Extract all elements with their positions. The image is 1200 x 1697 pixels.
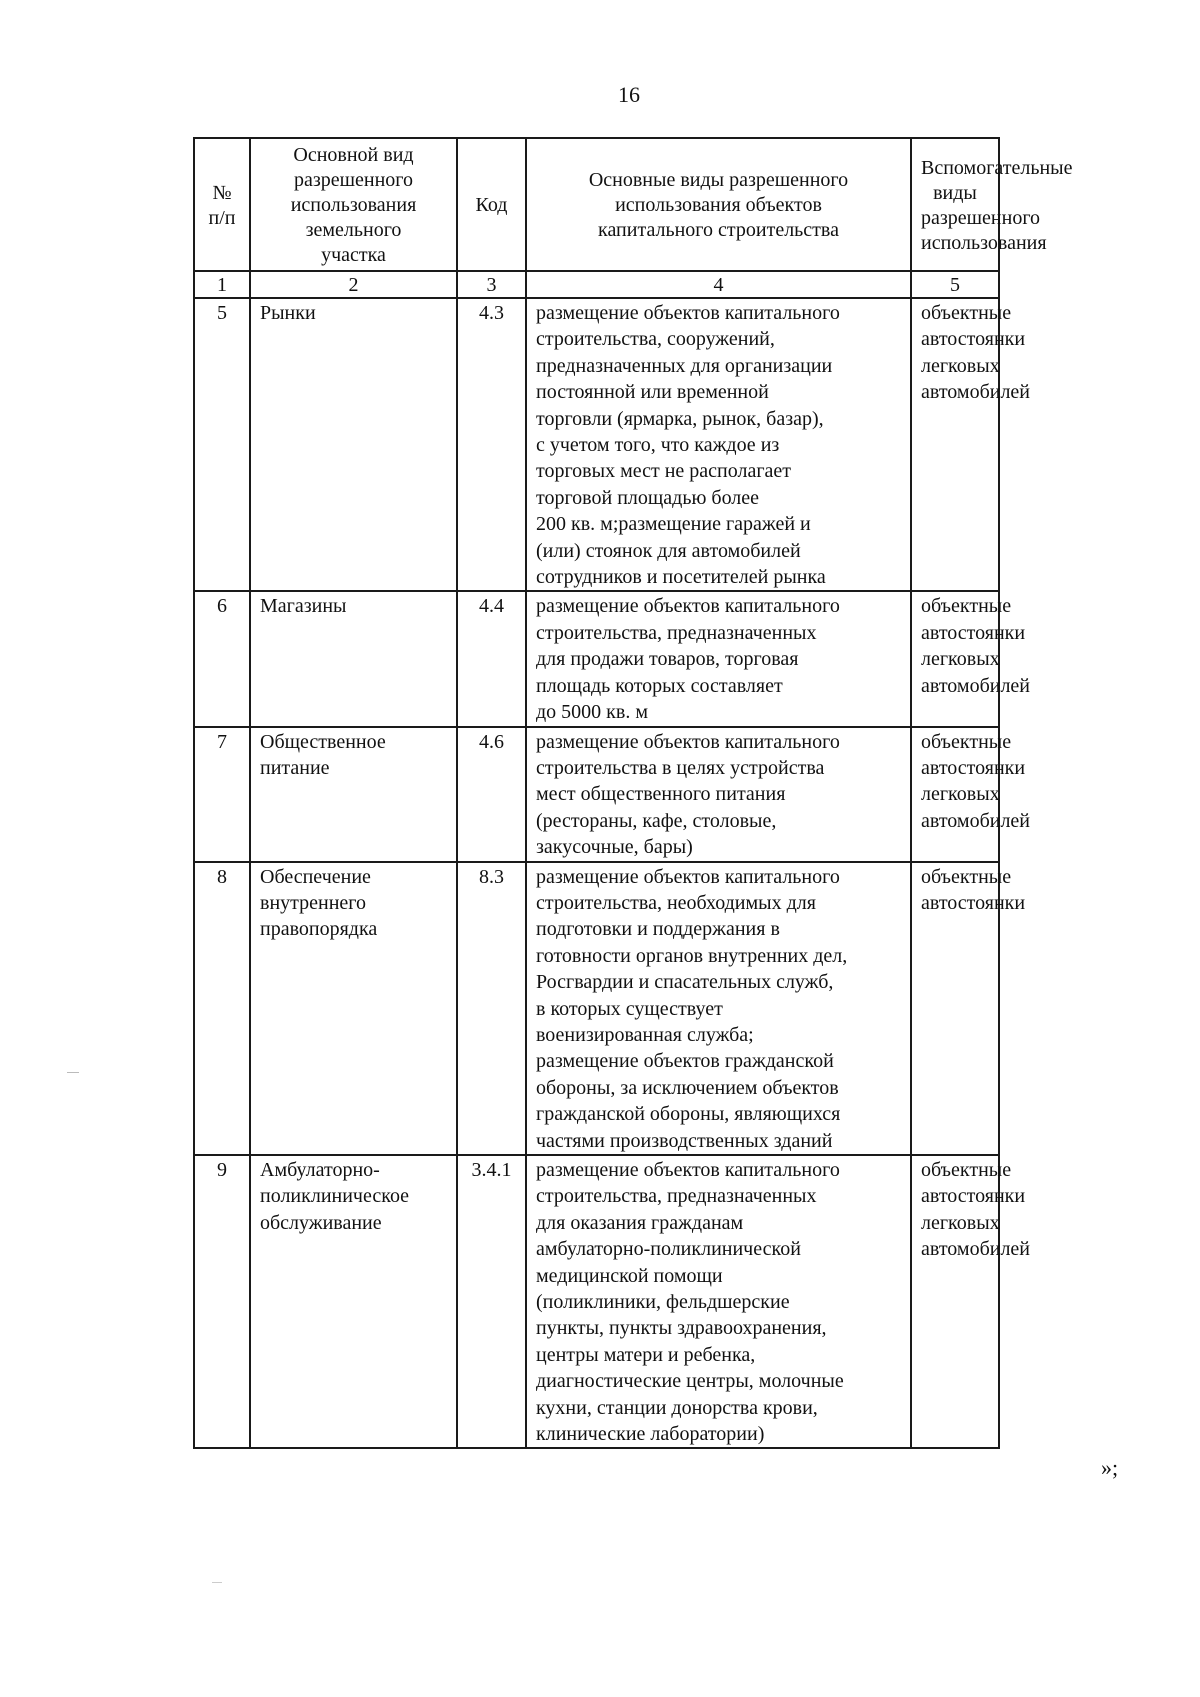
closing-quote-mark: »;: [1101, 1455, 1119, 1480]
land-use-table: [193, 137, 1073, 1449]
land-use-name: Общественное питание: [250, 727, 457, 862]
table-row: [194, 298, 999, 591]
main-use-description: размещение объектов капитального строительства, сооружений, предназначенных для организации постоянной или временной торговли (ярмарка, рынок, базар), с учетом того, что каждое из торговых мест не располагает торговой площадью более 200 кв. м;размещение гаражей и (или) стоянок для автомобилей сотрудников и посетителей рынка: [526, 298, 911, 591]
use-code: 4.6: [457, 727, 526, 862]
table-row: [194, 862, 999, 1155]
auxiliary-use: объектные автостоянки легковых автомобилей: [911, 591, 999, 726]
use-code: 4.3: [457, 298, 526, 591]
row-number: 9: [194, 1155, 250, 1448]
table-row: [194, 1155, 999, 1448]
column-index: 4: [526, 271, 911, 298]
auxiliary-use: объектные автостоянки легковых автомобилей: [911, 727, 999, 862]
scan-artifact: [67, 1072, 79, 1073]
main-use-description: размещение объектов капитального строительства, предназначенных для оказания гражданам амбулаторно-поликлинической медицинской помощи (поликлиники, фельдшерские пункты, пункты здравоохранения, центры матери и ребенка, диагностические центры, молочные кухни, станции донорства крови, клинические лаборатории): [526, 1155, 911, 1448]
land-use-name: Магазины: [250, 591, 457, 726]
page-number: 16: [618, 82, 640, 107]
auxiliary-use: объектные автостоянки: [911, 862, 999, 1155]
header-auxiliary-use: Вспомогательные виды разрешенного использования: [911, 138, 999, 271]
row-number: 7: [194, 727, 250, 862]
use-code: 8.3: [457, 862, 526, 1155]
land-use-name: Амбулаторно- поликлиническое обслуживание: [250, 1155, 457, 1448]
main-use-description: размещение объектов капитального строительства, предназначенных для продажи товаров, торговая площадь которых составляет до 5000 кв. м: [526, 591, 911, 726]
main-use-description: размещение объектов капитального строительства, необходимых для подготовки и поддержания в готовности органов внутренних дел, Росгвардии и спасательных служб, в которых существует военизированная служба; размещение объектов гражданской обороны, за исключением объектов гражданской обороны, являющихся частями производственных зданий: [526, 862, 911, 1155]
column-index: 3: [457, 271, 526, 298]
scan-artifact: [212, 1582, 222, 1583]
column-index-row: [194, 271, 999, 298]
use-code: 4.4: [457, 591, 526, 726]
header-number: № п/п: [194, 138, 250, 271]
row-number: 5: [194, 298, 250, 591]
header-code: Код: [457, 138, 526, 271]
table-row: [194, 591, 999, 726]
use-code: 3.4.1: [457, 1155, 526, 1448]
table-row: [194, 727, 999, 862]
auxiliary-use: объектные автостоянки легковых автомобилей: [911, 1155, 999, 1448]
column-index: 2: [250, 271, 457, 298]
header-main-construction-use: Основные виды разрешенного использования объектов капитального строительства: [526, 138, 911, 271]
auxiliary-use: объектные автостоянки легковых автомобилей: [911, 298, 999, 591]
column-index: 1: [194, 271, 250, 298]
row-number: 8: [194, 862, 250, 1155]
table-header-row: [194, 138, 999, 271]
header-main-land-use: Основной вид разрешенного использования земельного участка: [250, 138, 457, 271]
row-number: 6: [194, 591, 250, 726]
main-use-description: размещение объектов капитального строительства в целях устройства мест общественного питания (рестораны, кафе, столовые, закусочные, бары): [526, 727, 911, 862]
land-use-name: Обеспечение внутреннего правопорядка: [250, 862, 457, 1155]
column-index: 5: [911, 271, 999, 298]
land-use-name: Рынки: [250, 298, 457, 591]
